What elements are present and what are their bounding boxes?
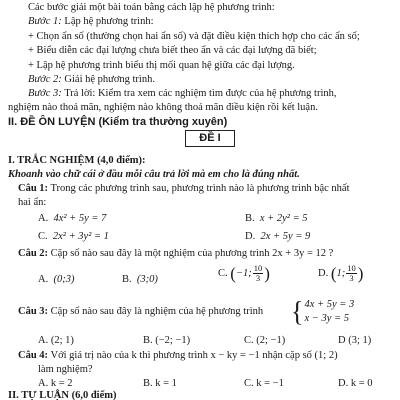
step1-item: + Chọn ẩn số (thường chọn hai ẩn số) và đặt điều kiện thích hợp cho các ẩn số; [28,31,360,42]
step1 [28,15,154,29]
q2-label: Câu 2: [18,248,49,259]
step2 [28,73,155,87]
q2-option-b[interactable]: B. (3;0) [122,274,158,285]
question-1 [18,182,350,196]
fraction: $\frac{10}{3}$ [253,263,263,283]
q4-option-d[interactable]: D. k = 0 [338,378,373,389]
q4-option-b[interactable]: B. k = 1 [143,378,177,389]
q2-option-c[interactable]: C. (−1; $\frac{10}{3}$ ) [218,263,270,283]
question-2 [18,247,333,261]
q1-label: Câu 1: [18,183,49,194]
equation-system [291,295,355,328]
q3-option-d[interactable]: D (3; 1) [338,335,372,346]
q4-option-c[interactable]: C. k = −1 [244,378,284,389]
equation: x − 3y = 5 [304,313,349,324]
section2-title: II. ĐỀ ÔN LUYỆN (Kiểm tra thường xuyên) [8,116,228,128]
equation: 4x + 5y = 3 [304,299,355,310]
step1-item: + Biểu diễn các đại lượng chưa biết theo ẩn và các đại lượng đã biết; [28,45,317,56]
step1-text: Lập hệ phương trình: [61,16,154,27]
q4-text: Với giá trị nào của k thì phương trình x − ky = −1 nhận cặp số (1; 2) [48,350,338,361]
q2-text: Cặp số nào sau đây là một nghiệm của phương trình 2x + 3y = 12 ? [48,248,334,259]
q1-option-c[interactable]: C. 2x² + 3y² = 1 [38,231,109,242]
q4-option-a[interactable]: A. k = 2 [38,378,73,389]
q3-text: Cặp số nào sau đây là nghiệm của hệ phương trình [48,306,264,317]
step3-text-cont: nghiệm nào thoả mãn, nghiệm nào không thoả mãn điều kiện rồi kết luận. [8,102,318,113]
part1-title: I. TRẮC NGHIỆM (4,0 điểm): [8,155,146,166]
q1-option-d[interactable]: D. 2x + 5y = 9 [245,231,311,242]
q1-option-a[interactable]: A. 4x² + 5y = 7 [38,213,107,224]
q3-option-a[interactable]: A. (2; 1) [38,335,74,346]
step2-label: Bước 2: [28,74,62,85]
step1-label: Bước 1: [28,16,62,27]
step3-text: Trả lời: Kiểm tra xem các nghiệm tìm được của hệ phương trình, [61,88,337,99]
step2-text: Giải hệ phương trình. [61,74,155,85]
q4-label: Câu 4: [18,350,49,361]
fraction: $\frac{10}{3}$ [347,263,356,283]
q2-option-d[interactable]: D. (1; $\frac{10}{3}$ ) [318,263,364,283]
q1-text-cont: hai ẩn: [18,197,47,208]
q1-option-b[interactable]: B. x + 2y² = 5 [245,213,308,224]
exam-box: ĐỀ I [185,130,235,147]
question-3 [18,305,263,319]
question-4 [18,349,338,363]
step1-item: + Lập hệ phương trình biểu thị mối quan hệ giữa các đại lượng. [28,60,295,71]
brace: { [291,295,304,328]
q1-text: Trong các phương trình sau, phương trình nào là phương trình bậc nhất [48,183,350,194]
q2-option-a[interactable]: A. (0;3) [38,274,75,285]
q4-text-cont: làm nghiệm? [38,364,93,375]
step3 [28,87,337,101]
step3-label: Bước 3: [28,88,62,99]
q3-option-c[interactable]: C. (2; −1) [244,335,286,346]
q3-option-b[interactable]: B. (−2; −1) [143,335,191,346]
instruction: Khoanh vào chữ cái ở đầu mỗi câu trả lời mà em cho là đúng nhất. [8,169,300,180]
part2-title: II. TỰ LUẬN (6,0 điểm) [8,390,117,400]
q3-label: Câu 3: [18,306,49,317]
intro-text: Các bước giải một bài toán bằng cách lập hệ phương trình: [28,2,275,13]
